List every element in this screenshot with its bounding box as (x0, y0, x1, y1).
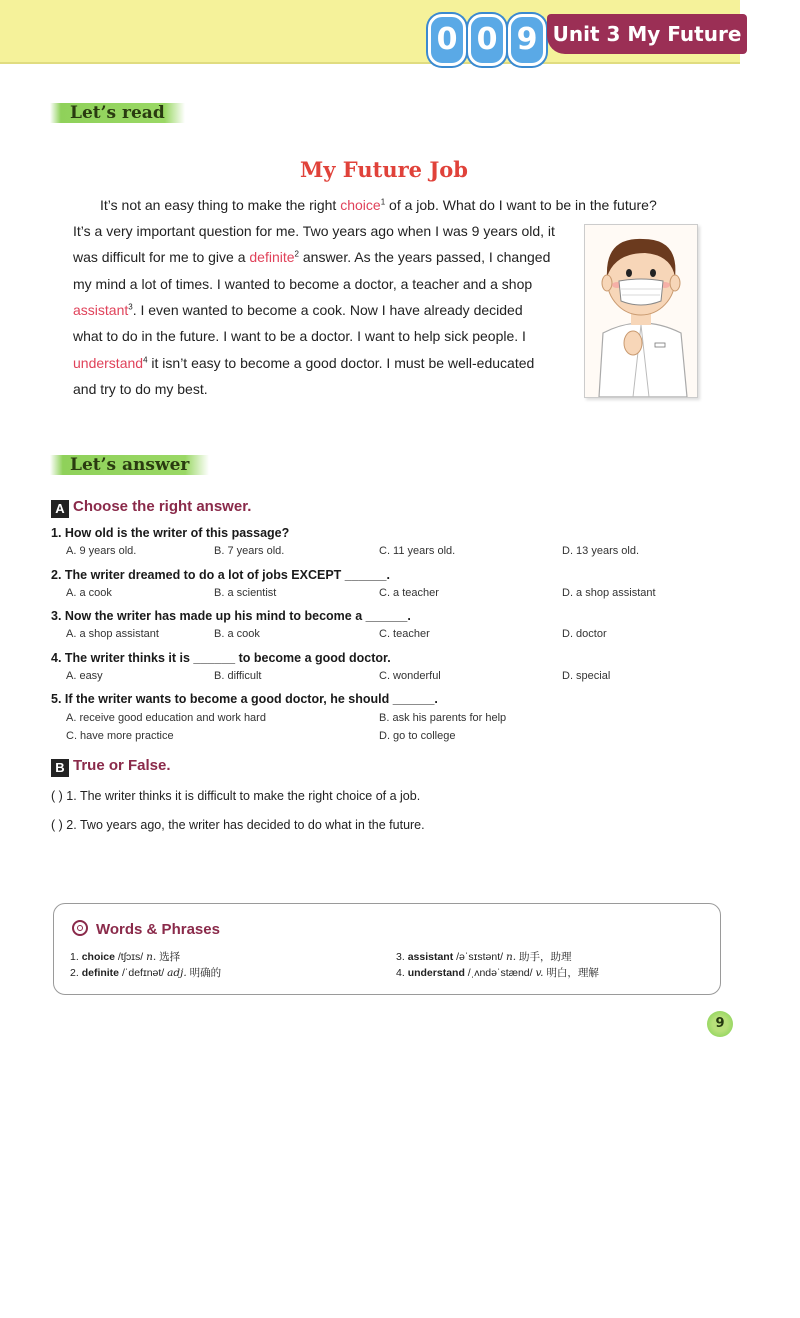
option: C. teacher (379, 628, 430, 640)
option: A. easy (66, 670, 103, 682)
vocab-word: assistant (407, 951, 454, 963)
words-title-text: Words & Phrases (96, 921, 220, 938)
vocab-pos: n. (146, 951, 157, 963)
vocab-pos: n. (505, 951, 517, 963)
lets-answer-heading: Let’s answer (50, 455, 209, 475)
option: B. ask his parents for help (379, 712, 507, 724)
vocab-phonetic: /tʃɔɪs/ (117, 951, 144, 963)
question-3: 3. Now the writer has made up his mind to become a ______. (51, 609, 411, 623)
passage-text: my mind a lot of times. I wanted to become a doctor, a teacher and a shop (73, 276, 533, 292)
passage-line (73, 302, 523, 318)
part-b-heading (51, 757, 171, 777)
vocab-meaning: 明确的 (189, 967, 222, 979)
vocab-pos: adj. (167, 967, 187, 979)
option: A. a cook (66, 587, 112, 599)
true-false-item (51, 789, 420, 803)
option: B. difficult (214, 670, 262, 682)
keyword: choice (340, 197, 381, 213)
vocab-num: 4. (396, 967, 405, 979)
doctor-icon (585, 225, 697, 397)
page-digit: 0 (428, 14, 466, 66)
passage-line (73, 276, 532, 292)
option: A. a shop assistant (66, 628, 159, 640)
story-title: My Future Job (300, 157, 468, 182)
keyword: understand (73, 355, 144, 371)
option: A. 9 years old. (66, 545, 137, 557)
words-phrases-title (72, 920, 220, 938)
option: A. receive good education and work hard (66, 712, 266, 724)
option: C. wonderful (379, 670, 441, 682)
vocab-meaning: 明白，理解 (546, 967, 599, 979)
option: B. a cook (214, 628, 260, 640)
option: B. a scientist (214, 587, 277, 599)
vocab-word: definite (81, 967, 120, 979)
vocab-word: choice (81, 951, 115, 963)
vocab-meaning: 选择 (159, 951, 181, 963)
vocab-item (70, 949, 180, 964)
passage-line (73, 249, 550, 265)
page-number: 9 (707, 1011, 733, 1037)
part-b-title: True or False. (73, 757, 171, 774)
option: D. special (562, 670, 611, 682)
option: C. have more practice (66, 730, 174, 742)
vocab-item (396, 965, 599, 980)
lets-read-heading: Let’s read (50, 103, 185, 123)
part-a-heading (51, 498, 251, 518)
option: C. 11 years old. (379, 545, 456, 557)
passage-text: answer. As the years passed, I changed (298, 249, 551, 265)
footnote-marker: 1 (380, 197, 386, 207)
passage-text: of a job. What do I want to be in the future? (385, 197, 657, 213)
vocab-item (396, 949, 572, 964)
passage-text: It’s a very important question for me. Two years ago when I was 9 years old, it (73, 223, 555, 239)
question-5: 5. If the writer wants to become a good doctor, he should ______. (51, 692, 438, 706)
part-a-title: Choose the right answer. (73, 498, 252, 515)
footnote-marker: 2 (294, 249, 299, 259)
footnote-marker: 3 (128, 302, 133, 312)
page-digit: 9 (508, 14, 546, 66)
passage-text: what to do in the future. I want to be a doctor. I want to help sick people. I (73, 328, 526, 344)
answer-bracket[interactable]: ( ) (51, 818, 63, 832)
vocab-phonetic: /ˌʌndəˈstænd/ (467, 967, 533, 979)
part-a-badge: A (51, 500, 69, 518)
doctor-illustration (584, 224, 698, 398)
keyword: assistant (73, 302, 129, 318)
page-number-badge (428, 14, 546, 66)
keyword: definite (249, 249, 295, 265)
option: D. go to college (379, 730, 456, 742)
vocab-num: 1. (70, 951, 79, 963)
passage-text: it isn’t easy to become a good doctor. I must be well-educated (147, 355, 535, 371)
vocab-phonetic: /əˈsɪstənt/ (456, 951, 504, 963)
unit-title: Unit 3 My Future (547, 14, 747, 54)
page-digit: 0 (468, 14, 506, 66)
footnote-marker: 4 (143, 355, 148, 365)
option: D. 13 years old. (562, 545, 640, 557)
question-4: 4. The writer thinks it is ______ to become a good doctor. (51, 651, 391, 665)
vocab-item (70, 965, 221, 980)
vocab-word: understand (407, 967, 465, 979)
passage-text: It’s not an easy thing to make the right (100, 197, 341, 213)
words-phrases-box (53, 903, 721, 995)
vocab-meaning: 助手，助理 (519, 951, 572, 963)
passage-text: and try to do my best. (73, 381, 208, 397)
option: C. a teacher (379, 587, 439, 599)
statement-text: 1. The writer thinks it is difficult to make the right choice of a job. (66, 789, 421, 803)
vocab-num: 2. (70, 967, 79, 979)
vocab-num: 3. (396, 951, 405, 963)
answer-bracket[interactable]: ( ) (51, 789, 63, 803)
passage-text: . I even wanted to become a cook. Now I have already decided (132, 302, 523, 318)
passage-line (73, 381, 208, 397)
question-2: 2. The writer dreamed to do a lot of jobs EXCEPT ______. (51, 568, 390, 582)
statement-text: 2. Two years ago, the writer has decided to do what in the future. (66, 818, 425, 832)
option: D. doctor (562, 628, 607, 640)
part-b-badge: B (51, 759, 69, 777)
option: D. a shop assistant (562, 587, 656, 599)
passage-line (73, 355, 534, 371)
true-false-item (51, 818, 425, 832)
option: B. 7 years old. (214, 545, 285, 557)
passage-line (100, 197, 657, 213)
question-1: 1. How old is the writer of this passage? (51, 526, 290, 540)
vocab-pos: v. (535, 967, 544, 979)
vocab-phonetic: /ˈdefɪnət/ (121, 967, 165, 979)
passage-line (73, 328, 526, 344)
double-circle-icon (72, 920, 88, 936)
passage-line (73, 223, 555, 239)
passage-text: was difficult for me to give a (73, 249, 250, 265)
